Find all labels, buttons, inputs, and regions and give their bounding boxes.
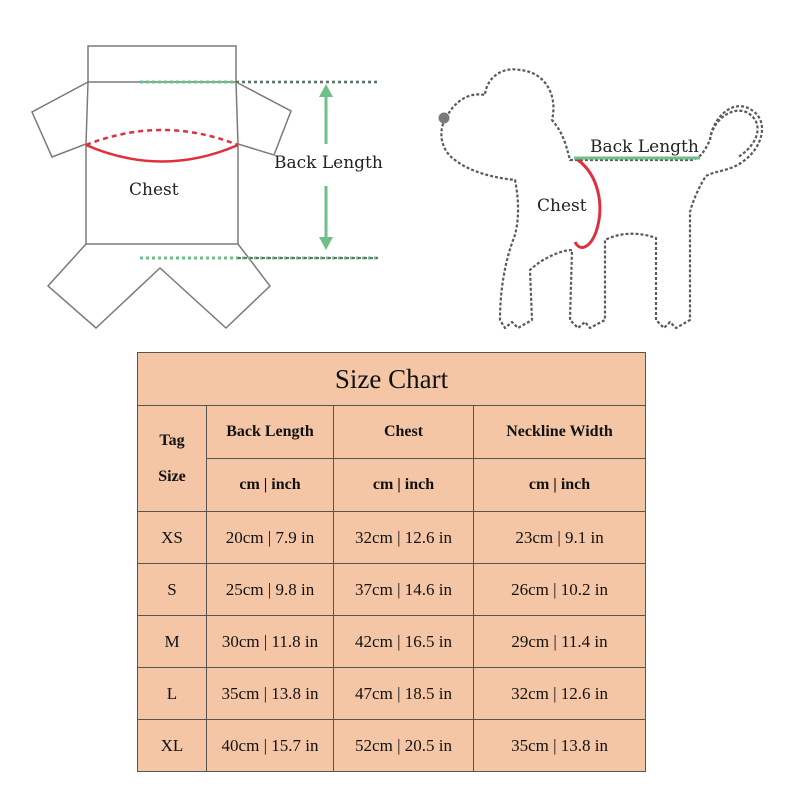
back-length-cell: 20cm | 7.9 in xyxy=(207,512,334,564)
table-row xyxy=(138,668,646,720)
garment-chest-marker xyxy=(86,130,238,162)
dog-chest-label: Chest xyxy=(537,196,587,216)
table-row xyxy=(138,616,646,668)
column-header-neckline-width: Neckline Width xyxy=(474,406,646,459)
dog-back-length-label: Back Length xyxy=(590,137,699,157)
back-length-cell: 30cm | 11.8 in xyxy=(207,616,334,668)
chest-cell: 52cm | 20.5 in xyxy=(334,720,474,772)
diagram-drawing xyxy=(0,0,800,345)
size-cell: M xyxy=(138,616,207,668)
size-cell: XS xyxy=(138,512,207,564)
unit-header-back-length: cm | inch xyxy=(207,459,334,512)
dog-nose-icon xyxy=(439,113,450,124)
back-length-cell: 25cm | 9.8 in xyxy=(207,564,334,616)
back-length-cell: 40cm | 15.7 in xyxy=(207,720,334,772)
neckline-cell: 35cm | 13.8 in xyxy=(474,720,646,772)
tag-header-line-1: Tag xyxy=(159,431,185,449)
table-title-row xyxy=(138,353,646,406)
neckline-cell: 26cm | 10.2 in xyxy=(474,564,646,616)
table-header-row xyxy=(138,406,646,459)
chest-cell: 32cm | 12.6 in xyxy=(334,512,474,564)
size-cell: XL xyxy=(138,720,207,772)
neckline-cell: 23cm | 9.1 in xyxy=(474,512,646,564)
chest-cell: 47cm | 18.5 in xyxy=(334,668,474,720)
table-units-row xyxy=(138,459,646,512)
garment-left-sleeve xyxy=(32,82,88,157)
unit-header-chest: cm | inch xyxy=(334,459,474,512)
tag-header-line-2: Size xyxy=(158,467,186,485)
chest-cell: 37cm | 14.6 in xyxy=(334,564,474,616)
neckline-cell: 32cm | 12.6 in xyxy=(474,668,646,720)
garment-back-length-label: Back Length xyxy=(274,153,383,173)
table-row xyxy=(138,720,646,772)
unit-header-neckline-width: cm | inch xyxy=(474,459,646,512)
table-row xyxy=(138,564,646,616)
garment-chest-label: Chest xyxy=(129,180,179,200)
column-header-back-length: Back Length xyxy=(207,406,334,459)
back-length-cell: 35cm | 13.8 in xyxy=(207,668,334,720)
dog-outline xyxy=(441,69,762,328)
size-chart-table xyxy=(137,352,646,772)
neckline-cell: 29cm | 11.4 in xyxy=(474,616,646,668)
garment-collar xyxy=(88,46,236,82)
tag-size-header xyxy=(138,406,207,512)
table-title: Size Chart xyxy=(138,353,646,406)
measurement-diagrams xyxy=(0,0,800,345)
table-row xyxy=(138,512,646,564)
column-header-chest: Chest xyxy=(334,406,474,459)
size-cell: S xyxy=(138,564,207,616)
chest-cell: 42cm | 16.5 in xyxy=(334,616,474,668)
garment-right-sleeve xyxy=(236,82,291,155)
size-cell: L xyxy=(138,668,207,720)
